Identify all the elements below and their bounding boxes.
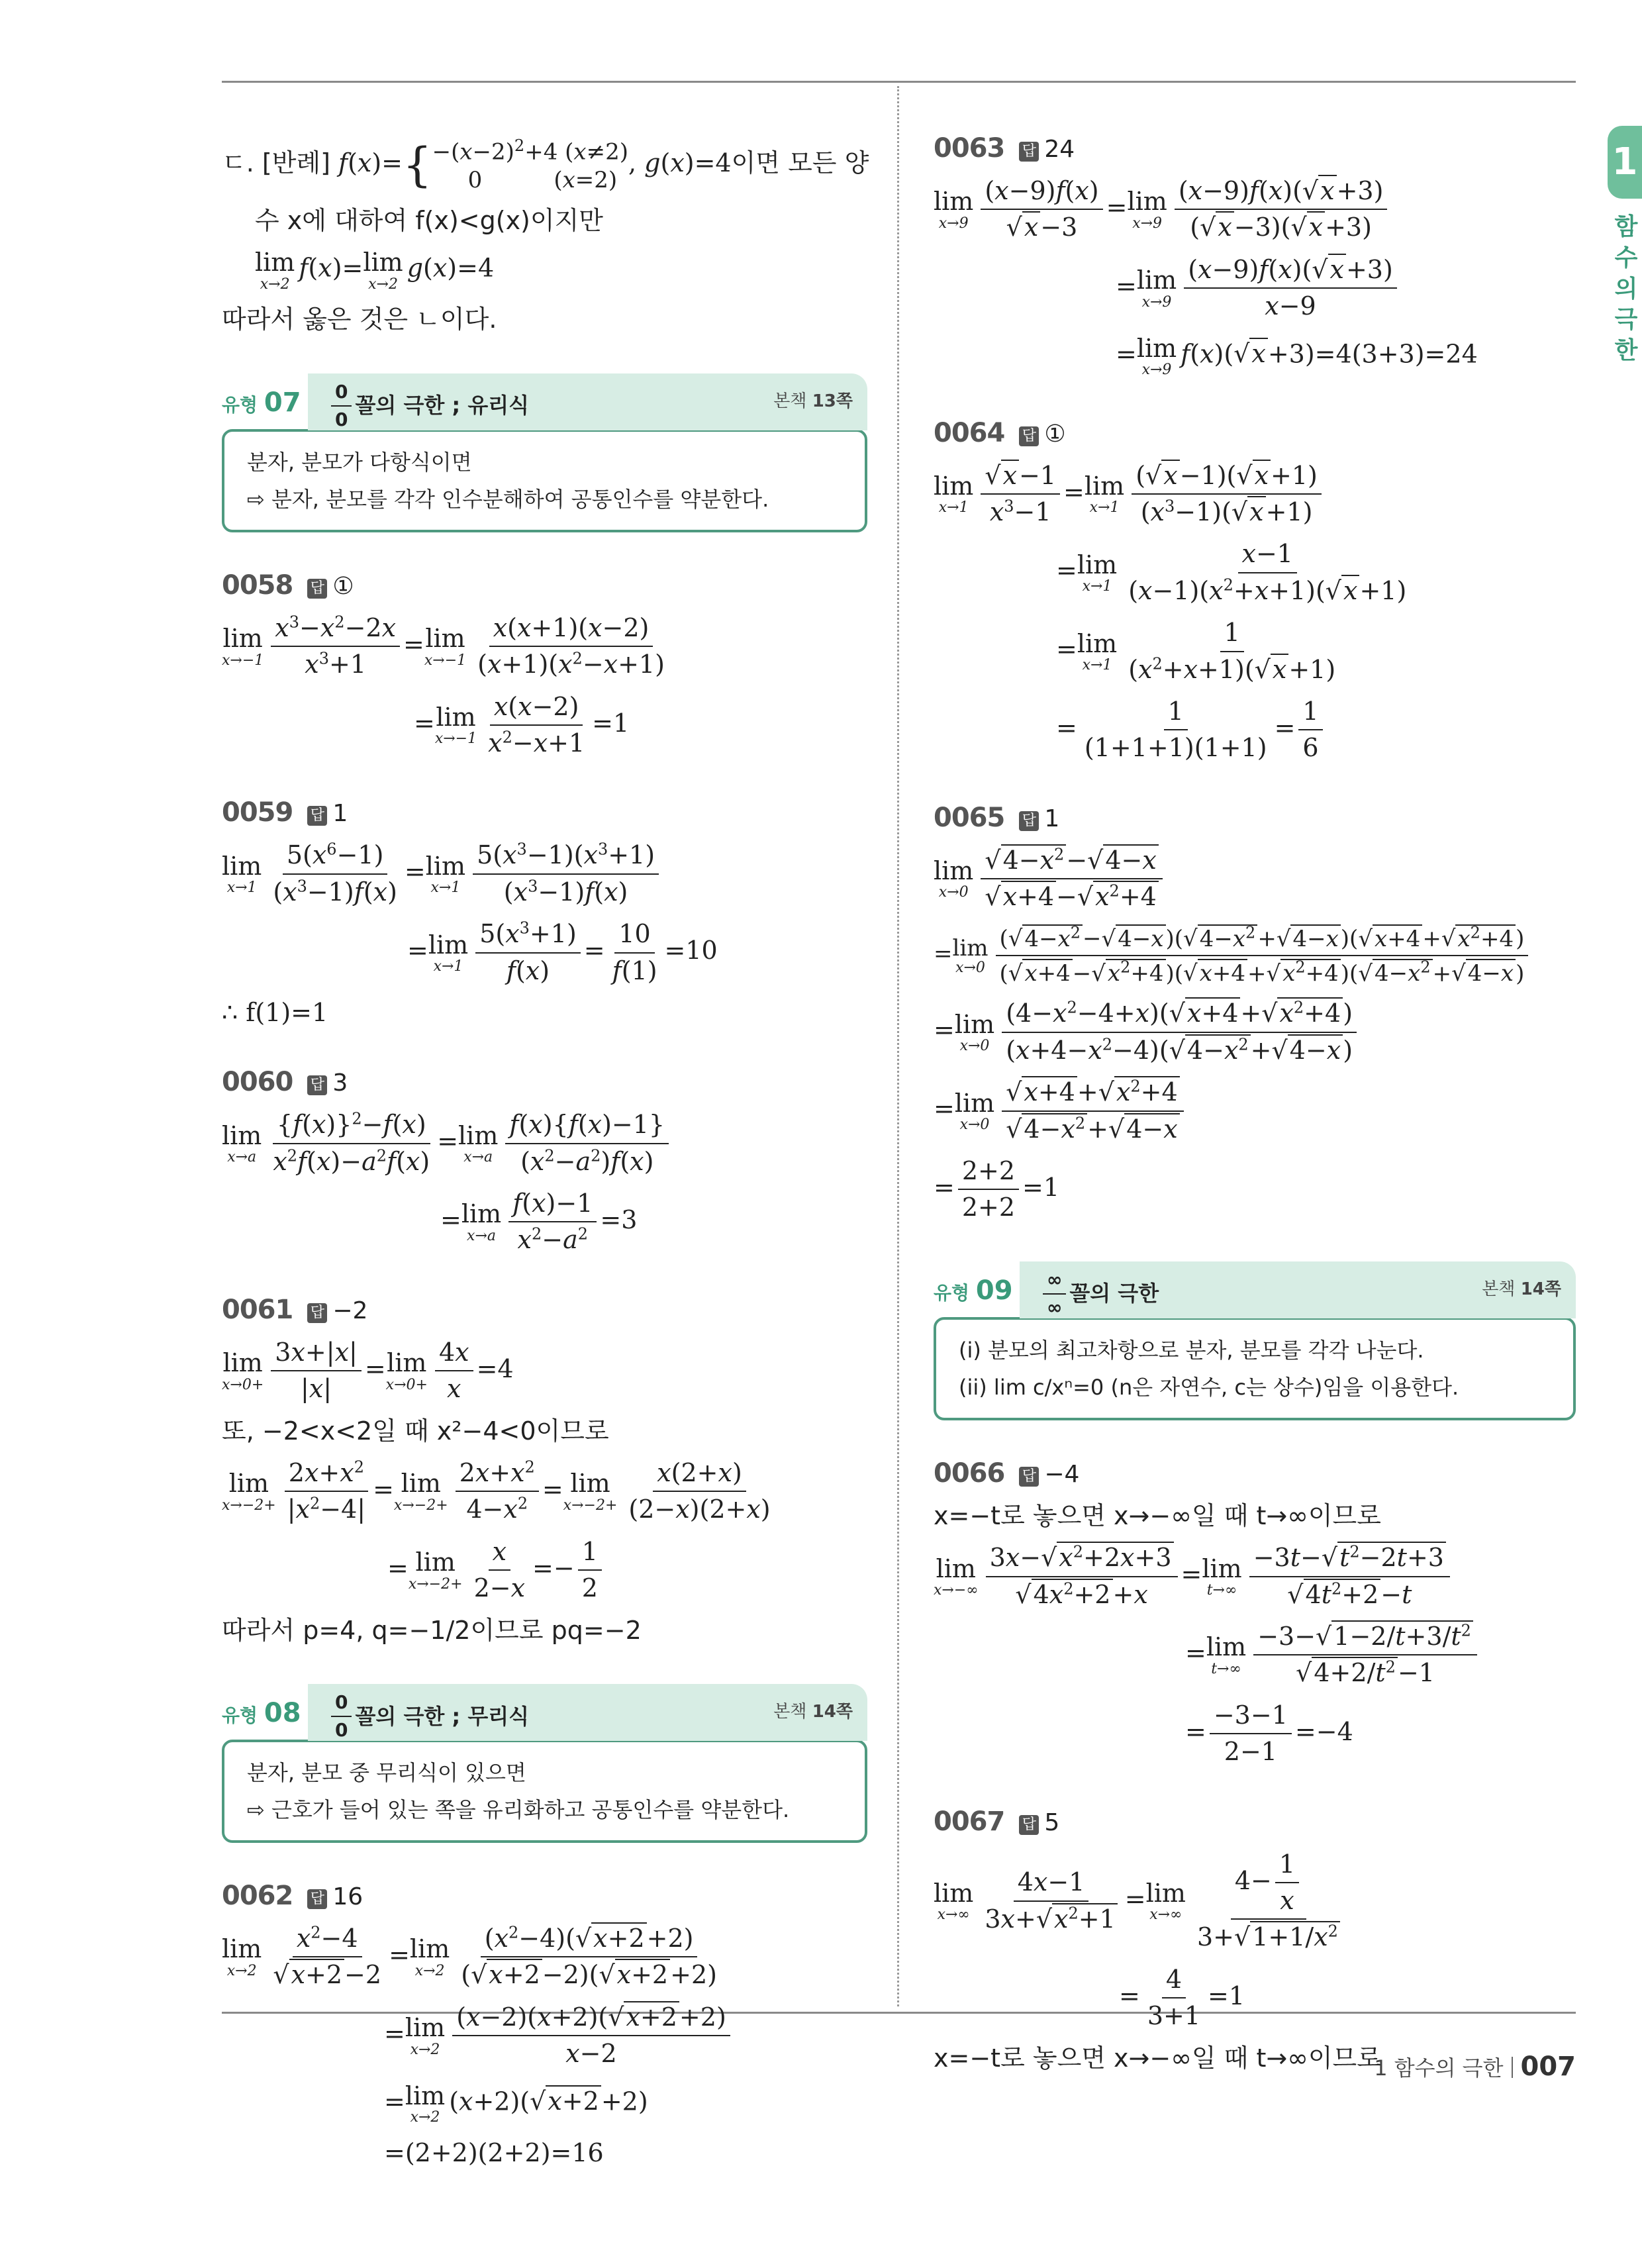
- type-07-header: 유형 07 0 0 꼴의 극한 ; 유리식 본책 13쪽: [222, 373, 867, 430]
- type-09-header: 유형 09 ∞ ∞ 꼴의 극한 본책 14쪽: [934, 1261, 1576, 1318]
- answer-icon: 답: [307, 1889, 327, 1909]
- problem-0059-note: ∴ f(1)=1: [222, 997, 328, 1027]
- problem-0059-step2: = lim x→1 $\frac{5(x^3+1)}{f(x)}$ = $\frac{10}{f(1)}$ =10: [407, 918, 718, 985]
- problem-0065-step2: = lim x→0 $\frac{(√4-x^2-√4-x)(√4-x^2+√4-x)(√x+4+√x^2+4)}{(√x+4-√x^2+4)(√x+4+√x^2+4)(√4-x^2+√4-x)}$: [934, 922, 1576, 988]
- problem-0062-step1: lim x→2 $\frac{x^2-4}{√x+2-2}$ = lim x→2 $\frac{(x^2-4)(√x+2+2)}{(√x+2-2)(√x+2+2)}$: [222, 1923, 717, 1990]
- problem-0059-step1: lim x→1 $\frac{5(x^6-1)}{(x^3-1)f(x)}$ = lim x→1 $\frac{5(x^3-1)(x^3+1)}{(x^3-1)f(x)}$: [222, 839, 867, 909]
- page-number: 007: [1520, 2051, 1576, 2082]
- problem-0062-header: 0062 답 16: [222, 1880, 363, 1911]
- problem-0063-step1: lim x→9 $\frac{(x-9)f(x)}{√x-3}$ = lim x→9 $\frac{(x-9)f(x)(√x+3)}{(√x-3)(√x+3)}$: [934, 175, 1576, 244]
- problem-0065-step5: = $\frac{2+2}{2+2}$ =1: [934, 1156, 1060, 1222]
- problem-0064-header: 0064 답 ①: [934, 417, 1066, 448]
- problem-0062-step3: = lim x→2 (x+2)(√x+2+2): [384, 2081, 648, 2126]
- problem-0058-header: 0058 답 ①: [222, 569, 354, 601]
- problem-0058-step2: = lim x→−1 $\frac{x(x-2)}{x^2-x+1}$ =1: [414, 691, 630, 758]
- problem-0066-step3: = $\frac{-3-1}{2-1}$ =−4: [1185, 1700, 1353, 1767]
- column-divider: [897, 86, 899, 2006]
- answer-icon: 답: [1019, 811, 1039, 831]
- problem-0067-step2: = $\frac{4}{3+1}$ =1: [1119, 1964, 1245, 2031]
- problem-0060-header: 0060 답 3: [222, 1067, 348, 1098]
- problem-0066-step1: lim x→−∞ $\frac{3x-√x^2+2x+3}{√4x^2+2+x}$ = lim t→∞ $\frac{-3t-√t^2-2t+3}{√4t^2+2-t}$: [934, 1542, 1576, 1611]
- answer-icon: 답: [307, 1303, 327, 1323]
- problem-0061-step3: = lim x→−2+ $\frac{x}{2-x}$ =− $\frac{1}{2}$: [387, 1536, 867, 1605]
- problem-0063-step3: = lim x→9 f(x)(√x+3)=4(3+3)=24: [1116, 333, 1478, 378]
- answer-icon: 답: [307, 806, 327, 826]
- problem-0061-header: 0061 답 −2: [222, 1294, 368, 1325]
- answer-icon: 답: [307, 579, 327, 599]
- problem-0060-step2: = lim x→a $\frac{f(x)-1}{x^2-a^2}$ =3: [440, 1189, 638, 1255]
- problem-0061-step2: lim x→−2+ $\frac{2x+x^2}{|x^2-4|}$ = lim x→−2+ $\frac{2x+x^2}{4-x^2}$ = lim x→−2+ $\frac{x(2+x)}{(2-x)(2+x)}$: [222, 1457, 771, 1524]
- answer-icon: 답: [1019, 1815, 1039, 1835]
- problem-0067-step1: lim x→∞ $\frac{4x-1}{3x+√x^2+1}$ = lim x→∞ 4− $\frac{1}{x}$ $3+√1+1/x^2$: [934, 1848, 1576, 1954]
- problem-0067-last: x=−t로 놓으면 x→−∞일 때 t→∞이므로: [934, 2043, 1381, 2073]
- answer-icon: 답: [307, 1075, 327, 1095]
- problem-0063-step2: = lim x→9 $\frac{(x-9)f(x)(√x+3)}{x-9}$: [1116, 254, 1576, 323]
- problem-0064-step2: = lim x→1 $\frac{x-1}{(x-1)(x^2+x+1)(√x+1)}$: [1056, 539, 1407, 605]
- problem-0066-line1: x=−t로 놓으면 x→−∞일 때 t→∞이므로: [934, 1501, 1381, 1530]
- problem-0061-conclusion: 따라서 p=4, q=−1/2이므로 pq=−2: [222, 1615, 642, 1645]
- answer-icon: 답: [1019, 142, 1039, 162]
- problem-0065-step3: = lim x→0 $\frac{(4-x^2-4+x)(√x+4+√x^2+4)}{(x+4-x^2-4)(√4-x^2+√4-x)}$: [934, 997, 1576, 1067]
- intro-counterexample: ㄷ. [반례] f(x)={ $-(x-2)^2+4$ (x≠2) 0 (x=2) , g(x)=4이면 모든 양: [222, 136, 869, 194]
- problem-0058-step1: lim x→−1 $\frac{x^3-x^2-2x}{x^3+1}$ = lim x→−1 $\frac{x(x+1)(x-2)}{(x+1)(x^2-x+1)}$: [222, 613, 665, 679]
- problem-0064-step4: = $\frac{1}{(1+1+1)(1+1)}$ = $\frac{1}{6}$: [1056, 695, 1576, 765]
- type-07-box: 분자, 분모가 다항식이면 ⇨ 분자, 분모를 각각 인수분해하여 공통인수를 약분한다.: [222, 429, 867, 532]
- type-08-box: 분자, 분모 중 무리식이 있으면 ⇨ 근호가 들어 있는 쪽을 유리화하고 공통인수를 약분한다.: [222, 1740, 867, 1843]
- page-footer: [1374, 2051, 1576, 2082]
- intro-conclusion: 따라서 옳은 것은 ㄴ이다.: [222, 305, 497, 334]
- type-09-box: (i) 분모의 최고차항으로 분자, 분모를 각각 나눈다. (ii) lim c/xⁿ=0 (n은 자연수, c는 상수)임을 이용한다.: [934, 1317, 1576, 1420]
- intro-line2: 수 x에 대하여 f(x)<g(x)이지만: [255, 206, 604, 235]
- answer-icon: 답: [1019, 426, 1039, 446]
- problem-0065-header: 0065 답 1: [934, 802, 1060, 833]
- chapter-side-title: 함수의 극한: [1614, 213, 1638, 365]
- right-column: [934, 126, 1576, 2084]
- problem-0064-step1: lim x→1 $\frac{√x-1}{x^3-1}$ = lim x→1 $\frac{(√x-1)(√x+1)}{(x^3-1)(√x+1)}$: [934, 460, 1576, 529]
- problem-0061-line2: 또, −2<x<2일 때 x²−4<0이므로: [222, 1416, 609, 1446]
- problem-0066-header: 0066 답 −4: [934, 1457, 1080, 1489]
- chapter-tab[interactable]: 1: [1608, 126, 1642, 199]
- problem-0064-step3: = lim x→1 $\frac{1}{(x^2+x+1)(√x+1)}$: [1056, 618, 1336, 684]
- problem-0061-step1: lim x→0+ $\frac{3x+|x|}{|x|}$ = lim x→0+ $\frac{4x}{x}$ =4: [222, 1337, 514, 1404]
- problem-0059-header: 0059 답 1: [222, 797, 348, 828]
- intro-line3: lim x→2 f(x)= lim x→2 g(x)=4: [255, 248, 495, 293]
- problem-0065-step1: lim x→0 $\frac{√4-x^2-√4-x}{√x+4-√x^2+4}$: [934, 844, 1576, 914]
- top-rule: [222, 81, 1576, 83]
- type-08-header: 유형 08 0 0 꼴의 극한 ; 무리식 본책 14쪽: [222, 1684, 867, 1741]
- problem-0063-header: 0063 답 24: [934, 133, 1075, 164]
- footer-chapter: 1 함수의 극한: [1374, 2055, 1504, 2081]
- problem-0067-header: 0067 답 5: [934, 1806, 1060, 1837]
- problem-0065-step4: = lim x→0 $\frac{√x+4+√x^2+4}{√4-x^2+√4-x}$: [934, 1076, 1576, 1146]
- problem-0060-step1: lim x→a $\frac{\{f(x)\}^2-f(x)}{x^2f(x)-a^2f(x)}$ = lim x→a $\frac{f(x)\{f(x)-1\}}{(x^2-a^2)f(x)}$: [222, 1109, 867, 1178]
- left-column: [222, 126, 867, 2179]
- answer-icon: 답: [1019, 1467, 1039, 1487]
- problem-0062-step2: = lim x→2 $\frac{(x-2)(x+2)(√x+2+2)}{x-2}$: [384, 2001, 867, 2071]
- problem-0066-step2: = lim t→∞ $\frac{-3-√1-2/t+3/t^2}{√4+2/t^2-1}$: [1185, 1620, 1576, 1690]
- problem-0062-step4: =(2+2)(2+2)=16: [384, 2138, 604, 2167]
